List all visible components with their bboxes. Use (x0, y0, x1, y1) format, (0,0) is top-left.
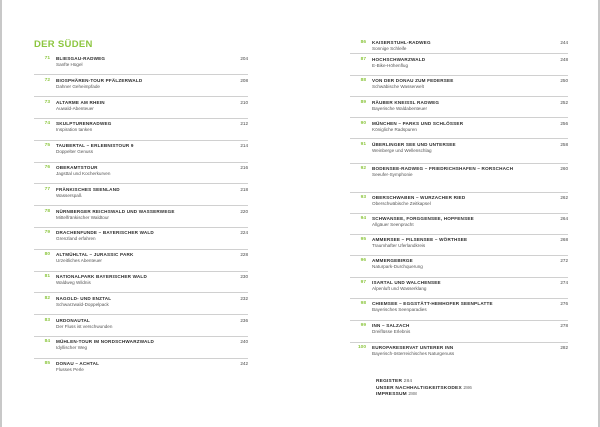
entry-separator (350, 255, 568, 256)
tour-number: 86 (360, 40, 366, 45)
tour-number: 71 (44, 56, 50, 61)
tour-number: 79 (44, 230, 50, 236)
tour-text (372, 301, 546, 313)
entry-separator (350, 96, 568, 97)
entry-separator (350, 192, 568, 193)
tour-subtitle: Allgäuer Seenpracht (372, 222, 414, 227)
index-page: 284 (403, 379, 413, 384)
tour-subtitle: Schwarzwald-Doppelpack (56, 301, 109, 307)
tour-title: ISARTAL UND WALCHENSEE (372, 280, 441, 285)
entry-separator (350, 53, 568, 54)
tour-title: NATIONALPARK BAYERISCHER WALD (56, 274, 147, 279)
page-number: 264 (560, 216, 568, 221)
toc-right-entry[interactable] (350, 40, 568, 52)
tour-subtitle: Wasserspaß (56, 192, 82, 198)
tour-number: 90 (360, 120, 366, 126)
tour-text (372, 121, 546, 133)
tour-number: 91 (360, 141, 366, 147)
tour-number: 100 (357, 345, 366, 350)
tour-title: KAISERSTUHL-RADWEG (372, 40, 431, 45)
page-number: 208 (240, 77, 248, 83)
page-number: 256 (560, 120, 568, 126)
tour-number: 83 (44, 317, 50, 323)
tour-title: MÜHLEN-TOUR IM NORDSCHWARZWALD (56, 339, 155, 345)
toc-right-entry[interactable] (350, 345, 568, 357)
tour-text (372, 40, 546, 52)
tour-title: HOCHSCHWARZWALD (372, 56, 426, 62)
toc-right-entry[interactable] (350, 121, 568, 133)
tour-text (372, 57, 546, 69)
page-number: 276 (560, 301, 568, 306)
tour-text (372, 216, 546, 228)
tour-title: SKULPTURENRADWEG (56, 121, 112, 127)
entry-separator (350, 117, 568, 118)
tour-subtitle: Grenzland erfahren (56, 236, 96, 242)
page-number: 258 (560, 141, 568, 147)
tour-text (372, 345, 546, 357)
tour-number: 80 (44, 252, 50, 258)
tour-subtitle: Idyllischer Weg (56, 345, 88, 351)
tour-number: 77 (44, 186, 50, 192)
tour-subtitle: Bayerisch-österreichisches Naturgenuss (372, 351, 455, 356)
tour-title: OBERAMTSTOUR (56, 165, 98, 170)
tour-title: INN – SALZACH (372, 323, 410, 328)
page-number: 212 (240, 121, 248, 127)
page-number: 224 (240, 230, 248, 236)
page-number: 240 (240, 339, 248, 345)
entry-separator (350, 234, 568, 235)
tour-number: 93 (360, 195, 366, 200)
tour-title: AMMERSEE – PILSENSEE – WÖRTHSEE (372, 237, 468, 242)
tour-number: 85 (44, 361, 50, 367)
toc-right-entry[interactable] (350, 280, 568, 292)
toc-right-entry[interactable] (350, 57, 568, 69)
tour-subtitle: Urzeitliches Abenteuer (56, 258, 102, 264)
tour-number: 78 (44, 208, 50, 214)
page-number: 204 (240, 56, 248, 61)
tour-number: 73 (44, 99, 50, 105)
tour-text (372, 78, 546, 90)
tour-subtitle: Dreiflüsse Erlebnis (372, 329, 411, 334)
tour-subtitle: Traumhafter Uferlandkreis (372, 243, 426, 248)
page-number: 216 (240, 165, 248, 170)
entry-separator (350, 277, 568, 278)
page-number: 228 (240, 252, 248, 258)
page-number: 242 (240, 361, 248, 367)
tour-text (372, 237, 546, 249)
index-page: 288 (408, 392, 418, 397)
entry-separator (350, 138, 568, 139)
tour-title: VON DER DONAU ZUM FEDERSEE (372, 78, 454, 83)
tour-text (372, 100, 546, 112)
page-number: 250 (560, 78, 568, 83)
tour-subtitle: Bayerisches Seenparadies (372, 307, 427, 312)
tour-subtitle: Jagsttal und Kocherkurven (56, 171, 111, 176)
tour-title: NÜRNBERGER REICHSWALD UND WASSERWEGE (56, 208, 175, 214)
page-number: 214 (240, 143, 248, 149)
tour-number: 75 (44, 143, 50, 149)
tour-number: 87 (360, 56, 366, 62)
toc-right-entry[interactable] (350, 216, 568, 228)
tour-number: 84 (44, 339, 50, 345)
tour-title: TAUBERTAL – ERLEBNISTOUR 9 (56, 143, 134, 149)
page-number: 210 (240, 99, 248, 105)
tour-number: 97 (360, 280, 366, 285)
tour-title: BLIESGAU-RADWEG (56, 56, 106, 61)
entry-separator (350, 213, 568, 214)
index-line[interactable] (376, 392, 472, 399)
toc-right-entry[interactable] (350, 323, 568, 335)
index-label: UNSER NACHHALTIGKEITSKODEX (376, 385, 462, 391)
tour-number: 92 (360, 166, 366, 171)
page-number: 268 (560, 237, 568, 242)
tour-subtitle: Mittelfränkischer Waldtour (56, 214, 109, 220)
tour-number: 94 (360, 216, 366, 221)
tour-subtitle: Der Fluss ist verschwunden (56, 323, 113, 329)
tour-number: 89 (360, 99, 366, 105)
tour-title: ÜBERLINGER SEE UND UNTERSEE (372, 141, 456, 147)
tour-subtitle: Dahner Geheimpfade (56, 83, 100, 89)
page-number: 230 (240, 274, 248, 279)
tour-number: 72 (44, 77, 50, 83)
page-number: 220 (240, 208, 248, 214)
index-label: IMPRESSUM (376, 392, 407, 397)
tour-title: FRÄNKISCHES SEENLAND (56, 186, 120, 192)
page-number: 262 (560, 195, 568, 200)
tour-number: 88 (360, 78, 366, 83)
entry-separator (350, 342, 568, 343)
page-number: 232 (240, 295, 248, 301)
tour-subtitle: Auwald-Abenteuer (56, 105, 94, 111)
tour-text (372, 166, 546, 178)
page-number: 278 (560, 323, 568, 328)
tour-title: ALTMÜHLTAL – JURASSIC PARK (56, 252, 134, 258)
tour-title: BODENSEE-RADWEG – FRIEDRICHSHAFEN – RORSCHACH (372, 166, 514, 171)
tour-title: OBERSCHWABEN – WURZACHER RIED (372, 195, 466, 200)
page-number: 252 (560, 99, 568, 105)
tour-subtitle: Flusses Perle (56, 367, 84, 373)
tour-title: MÜNCHEN – PARKS UND SCHLÖSSER (372, 120, 464, 126)
tour-subtitle: Seeufer-Symphonie (372, 172, 413, 177)
tour-text (372, 195, 546, 207)
entry-separator (350, 298, 568, 299)
page-number: 274 (560, 280, 568, 285)
tour-subtitle: Alpenluft und Wasserklang (372, 286, 427, 291)
page-number: 236 (240, 317, 248, 323)
tour-title: NAGOLD- UND ENZTAL (56, 295, 112, 301)
toc-right-entry[interactable] (350, 258, 568, 270)
toc-right-entry[interactable] (350, 100, 568, 112)
tour-text (372, 142, 546, 154)
tour-title: RÄUBER KNEISSL RADWEG (372, 99, 440, 105)
tour-title: AMMERGEBIRGE (372, 258, 413, 263)
entry-separator (350, 75, 568, 76)
toc-right-entry[interactable] (350, 166, 568, 178)
index-label: REGISTER (376, 379, 403, 384)
tour-title: URDONAUTAL (56, 317, 91, 323)
tour-text (372, 280, 546, 292)
tour-number: 81 (44, 274, 50, 279)
tour-title: ALTARME AM RHEIN (56, 99, 105, 105)
tour-text (372, 258, 546, 270)
toc-right-entry[interactable] (350, 237, 568, 249)
tour-subtitle: Inspiration tanken (56, 127, 93, 133)
toc-right-entry[interactable] (350, 78, 568, 90)
tour-subtitle: Schwäbische Wasserwelt (372, 84, 424, 89)
tour-subtitle: Sonnige Schleife (372, 46, 407, 51)
tour-subtitle: E-Bike-Höhenflug (372, 62, 409, 68)
tour-title: SCHWANSEE, FORGGENSEE, HOPFENSEE (372, 216, 474, 221)
page-number: 248 (560, 56, 568, 62)
tour-number: 76 (44, 165, 50, 170)
index-page: 286 (463, 385, 473, 391)
tour-number: 98 (360, 301, 366, 306)
tour-subtitle: Sanfte Hügel (56, 62, 83, 67)
index-links (376, 379, 472, 399)
tour-title: EUROPARESERVAT UNTERER INN (372, 345, 454, 350)
tour-subtitle: Waldweg Wildnis (56, 280, 91, 285)
page-number: 218 (240, 186, 248, 192)
tour-title: DONAU – ACHTAL (56, 361, 100, 367)
tour-number: 96 (360, 258, 366, 263)
tour-subtitle: Königliche Radspuren (372, 126, 417, 132)
section-title: DER SÜDEN (34, 39, 93, 50)
tour-number: 95 (360, 237, 366, 242)
tour-subtitle: Oberschwäbische Zeitkapsel (372, 201, 431, 206)
page-number: 260 (560, 166, 568, 171)
tour-number: 82 (44, 295, 50, 301)
tour-subtitle: Weinberge und Wellenschlag (372, 147, 432, 153)
page-number: 272 (560, 258, 568, 263)
tour-title: BIOSPHÄREN-TOUR PFÄLZERWALD (56, 77, 143, 83)
page-number: 282 (560, 345, 568, 350)
toc-right-entry[interactable] (350, 301, 568, 313)
tour-subtitle: Naturpark-Durchquerung (372, 264, 423, 269)
tour-subtitle: Doppelter Genuss (56, 149, 94, 155)
tour-text (372, 323, 546, 335)
tour-title: DRACHENFUNDE – BAYERISCHER WALD (56, 230, 154, 236)
toc-right-entry[interactable] (350, 142, 568, 154)
tour-number: 99 (360, 323, 366, 328)
page-number: 244 (560, 40, 568, 45)
entry-separator (350, 163, 568, 164)
tour-number: 74 (44, 121, 50, 127)
toc-right-entry[interactable] (350, 195, 568, 207)
tour-title: CHIEMSEE – EGGSTÄTT-HEMHOFER SEENPLATTE (372, 301, 493, 306)
tour-subtitle: Bayerische Waldabenteuer (372, 105, 427, 111)
entry-separator (350, 320, 568, 321)
